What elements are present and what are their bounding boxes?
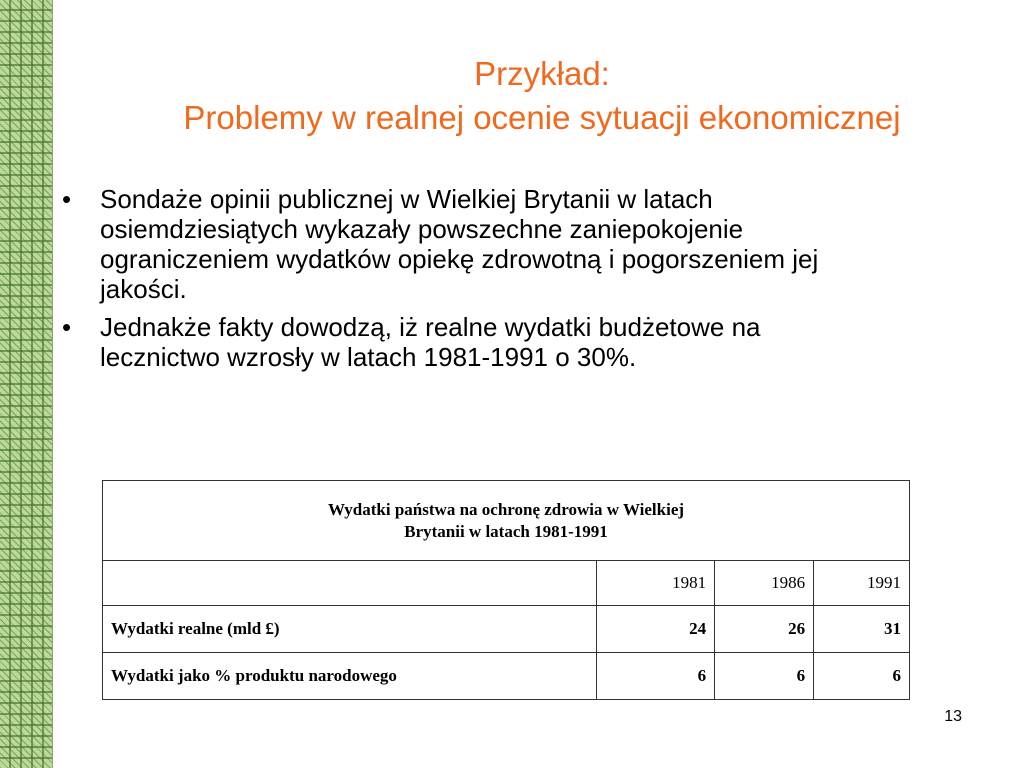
bullet-dot-icon: • xyxy=(62,312,72,342)
table-row xyxy=(103,653,910,700)
table-caption xyxy=(103,481,910,561)
table-cell: 31 xyxy=(814,606,910,653)
table-row xyxy=(103,606,910,653)
row-label: Wydatki jako % produktu narodowego xyxy=(103,653,597,700)
bullet-text: Jednakże fakty dowodzą, iż realne wydatki budżetowe na lecznictwo wzrosły w latach 1981-1991 o 30%. xyxy=(100,312,761,372)
slide-title xyxy=(60,52,1024,140)
slide-title-line-2: Problemy w realnej ocenie sytuacji ekonomicznej xyxy=(183,99,901,136)
table-header-empty-cell xyxy=(103,561,597,606)
table-cell: 6 xyxy=(814,653,910,700)
year-header-1991: 1991 xyxy=(814,561,910,606)
table-caption-line-2: Brytanii w latach 1981-1991 xyxy=(404,521,608,541)
bullet-list xyxy=(62,184,852,380)
table-cell: 6 xyxy=(715,653,814,700)
table-header-row xyxy=(103,561,910,606)
row-label: Wydatki realne (mld £) xyxy=(103,606,597,653)
table-cell: 24 xyxy=(597,606,715,653)
table-cell: 6 xyxy=(597,653,715,700)
slide-number: 13 xyxy=(944,708,962,725)
year-header-1981: 1981 xyxy=(597,561,715,606)
bullet-text: Sondaże opinii publicznej w Wielkiej Brytanii w latach osiemdziesiątych wykazały powszechne zaniepokojenie ograniczeniem wydatków opiekę zdrowotną i pogorszeniem jej jakości. xyxy=(100,184,819,304)
decorative-left-border xyxy=(0,0,53,768)
table-cell: 26 xyxy=(715,606,814,653)
table-caption-line-1: Wydatki państwa na ochronę zdrowia w Wielkiej xyxy=(327,499,685,519)
table-caption-row xyxy=(103,481,910,561)
year-header-1986: 1986 xyxy=(715,561,814,606)
slide-title-line-1: Przykład: xyxy=(474,55,610,92)
health-spending-table xyxy=(102,480,910,700)
bullet-dot-icon: • xyxy=(62,184,72,214)
bullet-item xyxy=(62,312,852,372)
bullet-item xyxy=(62,184,852,304)
